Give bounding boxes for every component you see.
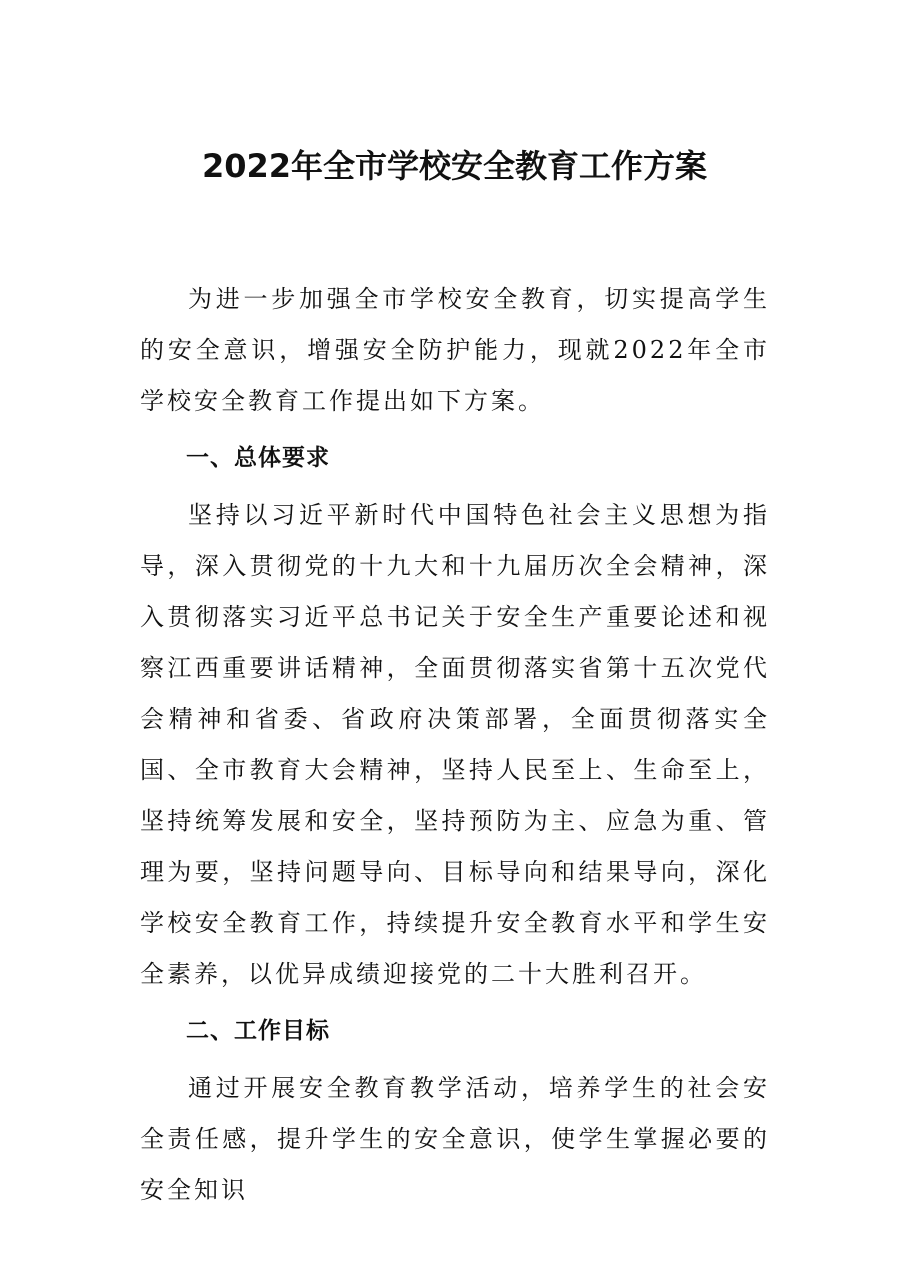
section-heading-overall-requirements: 一、总体要求 [186,445,330,471]
section-paragraph-work-goals: 通过开展安全教育教学活动，培养学生的社会安全责任感，提升学生的安全意识，使学生掌握必要的安全知识 [140,1074,770,1204]
section-heading-work-goals: 二、工作目标 [186,1018,330,1044]
intro-paragraph: 为进一步加强全市学校安全教育，切实提高学生的安全意识，增强安全防护能力，现就2022年全市学校安全教育工作提出如下方案。 [140,285,770,415]
document-title: 2022年全市学校安全教育工作方案 [201,147,708,185]
document-body [140,274,770,1216]
section-paragraph-overall-requirements: 坚持以习近平新时代中国特色社会主义思想为指导，深入贯彻党的十九大和十九届历次全会精神，深入贯彻落实习近平总书记关于安全生产重要论述和视察江西重要讲话精神，全面贯彻落实省第十五次党代会精神和省委、省政府决策部署，全面贯彻落实全国、全市教育大会精神，坚持人民至上、生命至上，坚持统筹发展和安全，坚持预防为主、应急为重、管理为要，坚持问题导向、目标导向和结果导向，深化学校安全教育工作，持续提升安全教育水平和学生安全素养，以优异成绩迎接党的二十大胜利召开。 [140,501,770,988]
